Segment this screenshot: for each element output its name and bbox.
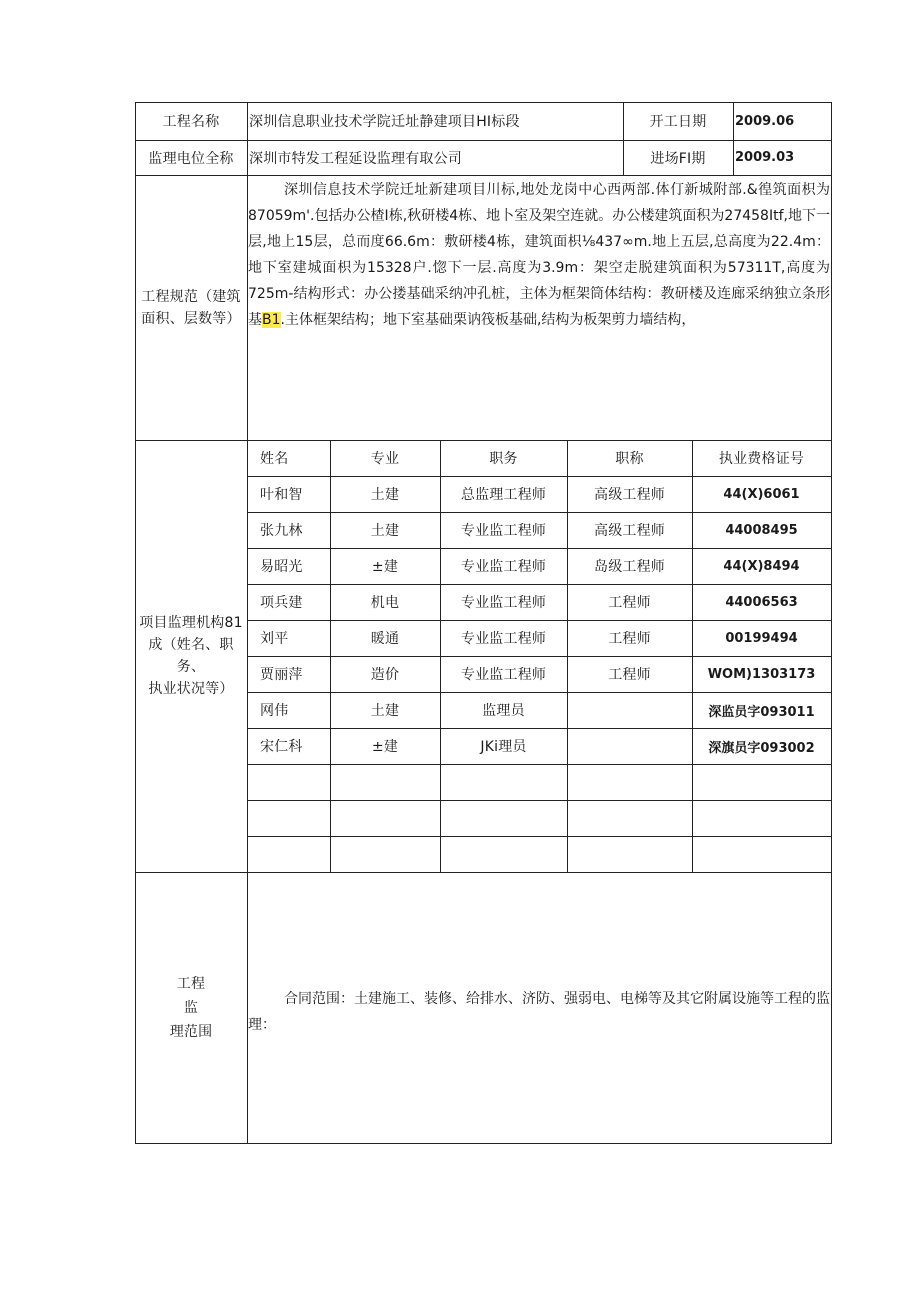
cell-position: 专业监工程师 — [460, 595, 547, 611]
cell-certificate: 44006563 — [725, 594, 798, 610]
cell-specialty: ±建 — [371, 739, 399, 755]
staff-label-line1: 项目监理机构81 — [139, 615, 243, 631]
cell-specialty: 土建 — [370, 523, 400, 539]
project-scale-text-part1: 深圳信息技术学院迁址新建项目川标,地处龙岗中心西两部.体仃新城附部.&徨筑面枳为87059m'.包括办公楂I栋,秋研楼4栋、地卜室及架空连就。办公楼建筑面积为27458Itf,地下一层,地上15层，总而度66.6m：敷研楼4栋，建筑面枳⅛437∞m.地上五层,总高度为22.4m：地下室建城面枳为15328户.惚下一层.高度为3.9m：架空走脱建筑面积为57311T,高度为725m-结构形式：办公搂基础采纳冲孔桩，主体为框架筒体结构：教研楼及连廊采纳独立条形基 — [248, 182, 830, 328]
cell-specialty — [330, 836, 440, 872]
grid-line — [247, 620, 832, 621]
cell-name: 项兵建 — [260, 595, 303, 611]
project-name-label: 工程名称 — [162, 114, 220, 130]
grid-line — [135, 175, 832, 176]
cell-title — [567, 800, 692, 836]
cell-specialty: 土建 — [370, 487, 400, 503]
cell-title: 工程师 — [608, 631, 651, 647]
grid-line — [135, 140, 832, 141]
header-title: 职称 — [615, 451, 644, 467]
project-scale-text-part2: .主体框架结构；地下室基础栗讷筏板基础,结构为板架剪力墙结构， — [280, 312, 696, 328]
start-date-value: 2009.06 — [735, 113, 795, 129]
cell-specialty — [330, 764, 440, 800]
scope-label-line1: 工程 — [176, 975, 206, 992]
cell-title — [567, 692, 692, 728]
cell-position — [440, 836, 567, 872]
cell-certificate — [692, 800, 831, 836]
cell-name: 易昭光 — [260, 559, 303, 575]
cell-name: 张九林 — [260, 523, 303, 539]
cell-title: 工程师 — [608, 667, 651, 683]
project-scale-text-highlight: B1 — [262, 312, 281, 328]
cell-certificate: 深监员字093011 — [708, 704, 815, 720]
entry-date-value: 2009.03 — [735, 150, 795, 165]
cell-position: 专业监工程师 — [460, 667, 547, 683]
grid-line — [135, 102, 832, 103]
cell-specialty: 土建 — [370, 703, 400, 719]
cell-specialty: 暖通 — [370, 631, 400, 647]
cell-certificate: WOM)1303173 — [707, 666, 816, 682]
scope-label-line3: 理范围 — [169, 1023, 213, 1040]
entry-date-label: 进场FI期 — [650, 150, 706, 167]
cell-position: 专业监工程师 — [460, 523, 547, 539]
supervision-unit-label: 监理电位全称 — [148, 150, 234, 167]
cell-certificate: 44008495 — [725, 522, 798, 538]
cell-name: 刘平 — [260, 631, 289, 647]
grid-line — [330, 440, 331, 872]
grid-line — [135, 1143, 832, 1144]
cell-certificate: 44(X)8494 — [723, 558, 800, 574]
cell-title: 高级工程师 — [594, 487, 665, 503]
cell-title — [567, 764, 692, 800]
cell-position: 总监理工程师 — [460, 487, 547, 503]
grid-line — [831, 102, 832, 1144]
grid-line — [247, 476, 832, 477]
grid-line — [247, 800, 832, 801]
cell-certificate — [692, 836, 831, 872]
grid-line — [247, 584, 832, 585]
cell-name: 叶和智 — [260, 487, 303, 503]
grid-line — [692, 440, 693, 872]
grid-line — [247, 102, 248, 1144]
cell-title: 高级工程师 — [594, 523, 665, 539]
grid-line — [247, 548, 832, 549]
cell-specialty: 机电 — [370, 595, 400, 611]
scope-text: 合同范围：土建施工、装修、给排水、济防、强弱电、电梯等及其它附属设施等工程的监理： — [248, 991, 830, 1033]
cell-position — [440, 764, 567, 800]
cell-specialty: ±建 — [371, 559, 399, 575]
grid-line — [247, 512, 832, 513]
header-name: 姓名 — [260, 451, 289, 467]
cell-title — [567, 836, 692, 872]
cell-position: 专业监工程师 — [460, 631, 547, 647]
staff-label-line3: 执业状况等） — [148, 681, 234, 697]
cell-position — [440, 800, 567, 836]
grid-line — [440, 440, 441, 872]
cell-specialty: 造价 — [370, 667, 400, 683]
header-specialty: 专业 — [370, 451, 400, 467]
project-scale-text — [248, 177, 830, 333]
cell-title: 岛级工程师 — [594, 559, 665, 575]
grid-line — [247, 656, 832, 657]
header-position: 职务 — [489, 451, 518, 467]
grid-line — [567, 440, 568, 872]
cell-certificate: 深旗员字093002 — [708, 740, 815, 756]
cell-specialty — [330, 800, 440, 836]
project-scale-label-line1: 工程规范（建筑 — [141, 288, 241, 305]
cell-title: 工程师 — [608, 595, 651, 611]
cell-name: 网伟 — [260, 703, 289, 719]
cell-name — [258, 800, 330, 836]
cell-name — [258, 836, 330, 872]
scope-label-line2: 监 — [183, 999, 199, 1016]
grid-line — [247, 692, 832, 693]
cell-certificate: 44(X)6061 — [723, 486, 800, 502]
cell-name — [258, 764, 330, 800]
grid-line — [135, 102, 136, 1144]
project-scale-label-line2: 面积、层数等） — [141, 310, 241, 327]
grid-line — [247, 836, 832, 837]
grid-line — [247, 764, 832, 765]
cell-position: JKi理员 — [480, 739, 527, 755]
cell-name: 贾丽萍 — [260, 667, 303, 683]
scope-label — [135, 872, 247, 1143]
project-scale-label — [135, 175, 247, 440]
cell-position: 监理员 — [482, 703, 525, 719]
grid-line — [135, 872, 832, 873]
header-certificate: 执业费格证号 — [718, 451, 805, 467]
project-name-value: 深圳信息职业技术学院迁址静建项目HI标段 — [249, 114, 520, 130]
cell-title — [567, 728, 692, 764]
cell-name: 宋仁科 — [260, 739, 303, 755]
start-date-label: 开工日期 — [649, 114, 707, 130]
grid-line — [733, 102, 734, 175]
staff-label-line2: 成（姓名、职务、 — [148, 637, 234, 675]
cell-certificate — [692, 764, 831, 800]
cell-position: 专业监工程师 — [460, 559, 547, 575]
cell-certificate: 00199494 — [725, 630, 798, 646]
grid-line — [623, 102, 624, 175]
supervision-unit-value: 深圳市特发工程延设监理有取公司 — [249, 150, 462, 167]
grid-line — [135, 440, 832, 441]
staff-section-label — [135, 440, 247, 872]
grid-line — [247, 728, 832, 729]
